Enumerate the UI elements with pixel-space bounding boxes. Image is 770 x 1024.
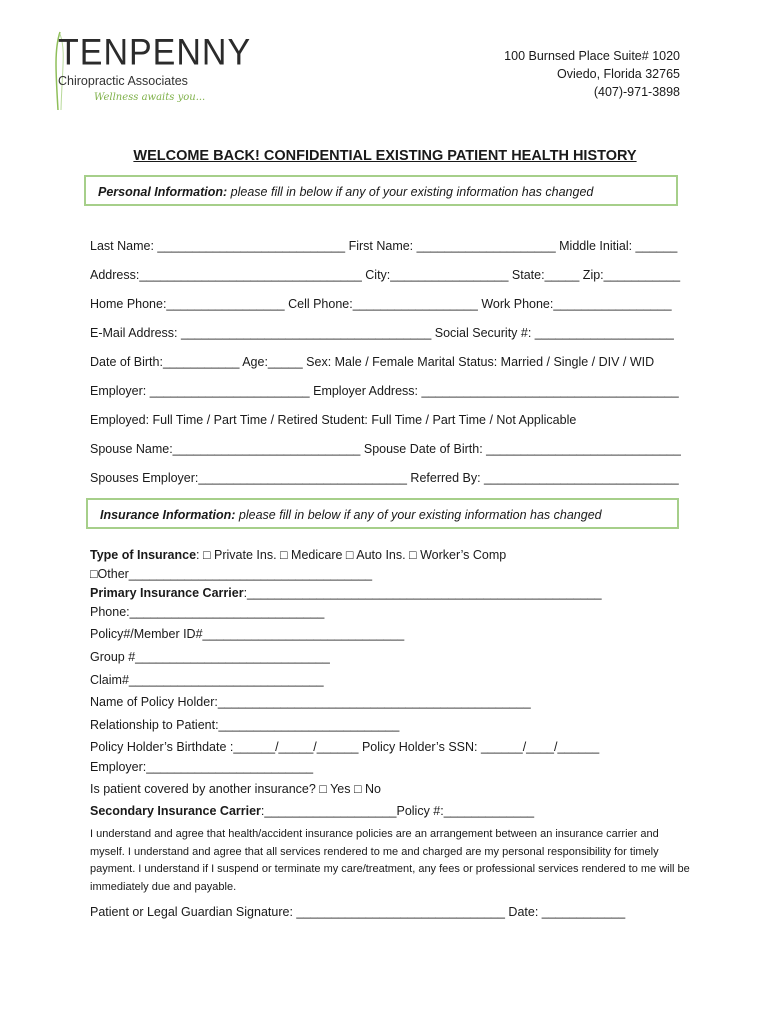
financial-agreement-text: I understand and agree that health/accident insurance policies are an arrangement between an insurance carrier and myself. I understand and agree that all services rendered to me and charged are my personal responsibility for timely payment. I understand if I suspend or terminate my care/treatment, any fees or professional services rendered to me will be immediately due and payable. bbox=[90, 828, 690, 893]
carrier-phone-field[interactable]: Phone:____________________________ bbox=[90, 605, 325, 619]
other-coverage-row[interactable]: Is patient covered by another insurance? □ Yes □ No bbox=[90, 782, 381, 796]
relationship-field[interactable]: Relationship to Patient:__________________________ bbox=[90, 718, 400, 732]
address-line-1: 100 Burnsed Place Suite# 1020 bbox=[504, 49, 680, 63]
address-fields-row[interactable]: Address:________________________________ City:_________________ State:_____ Zip:___________ bbox=[90, 268, 681, 282]
claim-number-field[interactable]: Claim#____________________________ bbox=[90, 673, 324, 687]
personal-info-label: Personal Information: bbox=[98, 185, 228, 199]
address-line-2: Oviedo, Florida 32765 bbox=[557, 67, 680, 81]
insurance-info-instructions bbox=[100, 508, 602, 522]
secondary-carrier-label: Secondary Insurance Carrier bbox=[90, 804, 261, 818]
dob-sex-marital-row[interactable]: Date of Birth:___________ Age:_____ Sex: Male / Female Marital Status: Married / Single / DIV / WID bbox=[90, 355, 655, 369]
employer-row[interactable]: Employer: _______________________ Employer Address: _____________________________________ bbox=[90, 384, 679, 398]
address-phone: (407)-971-3898 bbox=[593, 85, 680, 99]
spouse-employer-referral-row[interactable]: Spouses Employer:______________________________ Referred By: ____________________________ bbox=[90, 471, 679, 485]
email-ssn-row[interactable]: E-Mail Address: ____________________________________ Social Security #: ____________________ bbox=[90, 326, 674, 340]
insurance-info-banner bbox=[86, 498, 679, 529]
policy-member-id-field[interactable]: Policy#/Member ID#_____________________________ bbox=[90, 627, 405, 641]
employment-status-row[interactable]: Employed: Full Time / Part Time / Retired Student: Full Time / Part Time / Not Applicable bbox=[90, 413, 577, 427]
insurance-info-text: please fill in below if any of your existing information has changed bbox=[235, 508, 602, 522]
phone-fields-row[interactable]: Home Phone:_________________ Cell Phone:__________________ Work Phone:_________________ bbox=[90, 297, 672, 311]
form-title: WELCOME BACK! CONFIDENTIAL EXISTING PATIENT HEALTH HISTORY bbox=[133, 148, 637, 164]
other-insurance-field[interactable]: □Other___________________________________ bbox=[90, 567, 373, 581]
logo-wordmark: TENPENNY bbox=[58, 32, 252, 74]
primary-carrier-label: Primary Insurance Carrier bbox=[90, 586, 244, 600]
secondary-carrier-field[interactable]: :___________________Policy #:_____________ bbox=[260, 804, 535, 818]
spouse-row[interactable]: Spouse Name:___________________________ Spouse Date of Birth: ____________________________ bbox=[90, 442, 681, 456]
holder-birthdate-ssn-row[interactable]: Policy Holder’s Birthdate :______/_____/______ Policy Holder’s SSN: ______/____/______ bbox=[90, 740, 600, 754]
primary-carrier-field[interactable]: :___________________________________________________ bbox=[243, 586, 602, 600]
group-number-field[interactable]: Group #____________________________ bbox=[90, 650, 330, 664]
name-fields-row[interactable]: Last Name: ___________________________ First Name: ____________________ Middle Initial: ______ bbox=[90, 239, 678, 253]
personal-info-text: please fill in below if any of your existing information has changed bbox=[227, 185, 594, 199]
policy-holder-name-field[interactable]: Name of Policy Holder:_____________________________________________ bbox=[90, 695, 531, 709]
primary-carrier-row[interactable] bbox=[90, 586, 602, 600]
holder-employer-field[interactable]: Employer:________________________ bbox=[90, 760, 314, 774]
logo-tagline: Wellness awaits you... bbox=[94, 92, 206, 103]
secondary-carrier-row[interactable] bbox=[90, 804, 534, 818]
practice-logo bbox=[50, 30, 252, 112]
practice-address bbox=[504, 47, 680, 101]
personal-info-instructions bbox=[98, 185, 593, 199]
logo-subtitle: Chiropractic Associates bbox=[58, 74, 188, 88]
insurance-info-label: Insurance Information: bbox=[100, 508, 236, 522]
personal-info-banner bbox=[84, 175, 678, 206]
insurance-type-row[interactable] bbox=[90, 548, 506, 562]
insurance-type-label: Type of Insurance bbox=[90, 548, 197, 562]
signature-date-row[interactable]: Patient or Legal Guardian Signature: ______________________________ Date: ____________ bbox=[90, 905, 626, 919]
insurance-type-options[interactable]: : □ Private Ins. □ Medicare □ Auto Ins. □ Worker’s Comp bbox=[196, 548, 507, 562]
